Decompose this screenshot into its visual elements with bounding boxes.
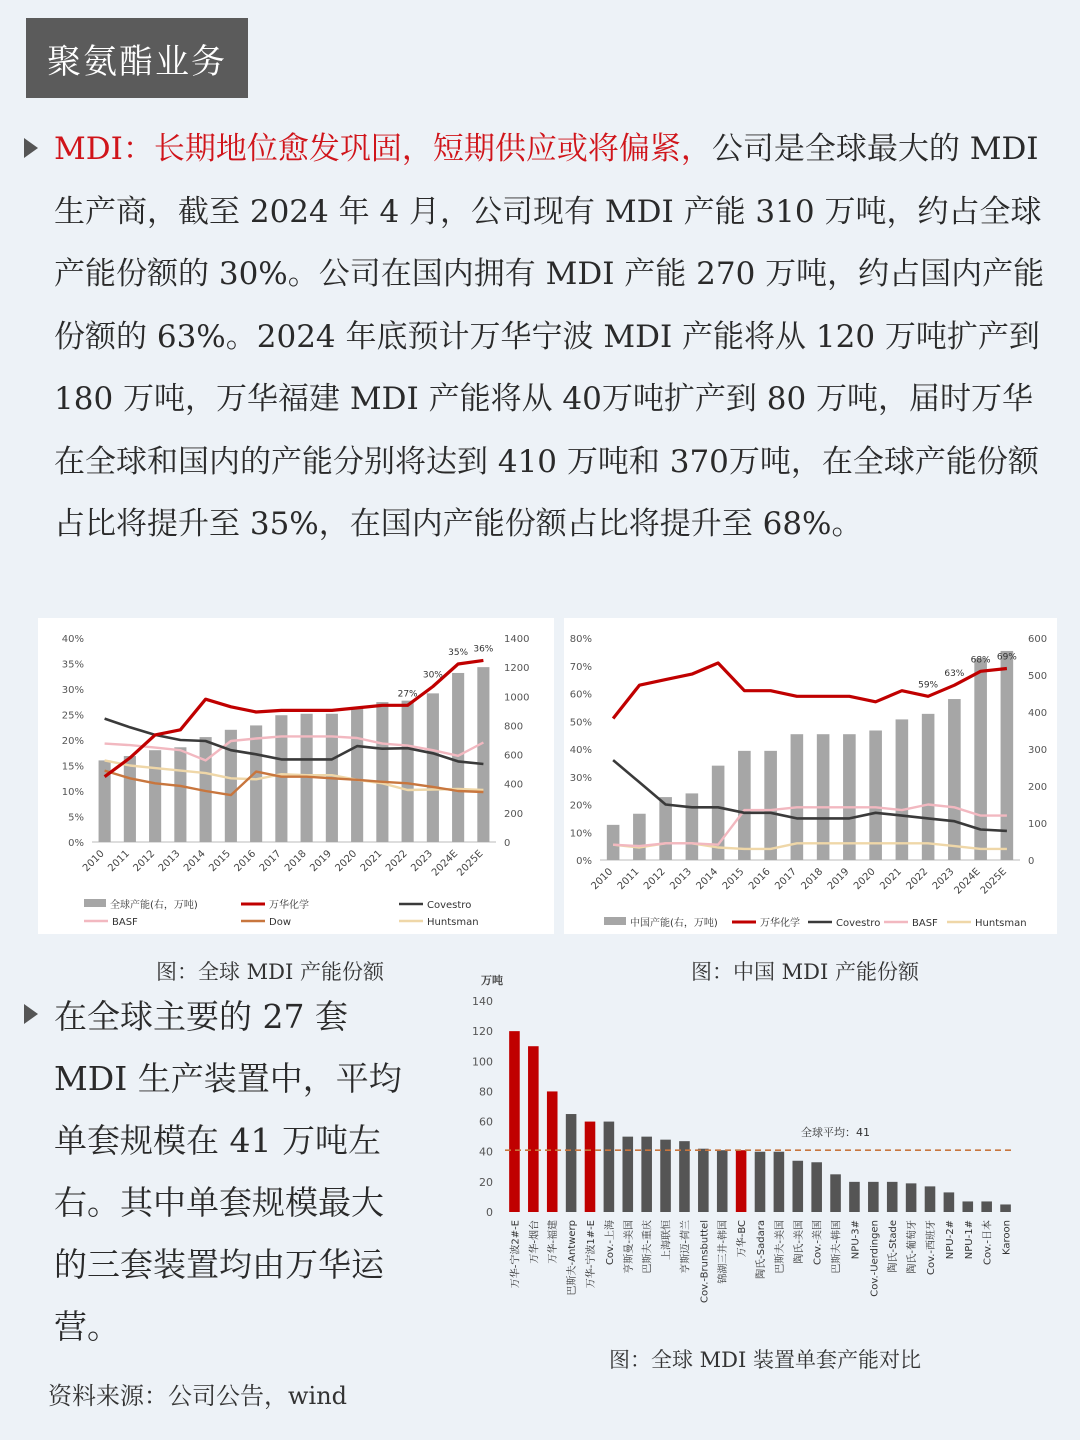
y-right-tick-label: 1200: [504, 663, 530, 675]
capacity-bar: [869, 731, 882, 861]
x-tick-label: 2012: [641, 866, 668, 893]
x-tick-label: 亨斯迈-荷兰: [680, 1220, 692, 1274]
x-tick-label: 2010: [589, 866, 616, 893]
plant-bar: [566, 1114, 577, 1212]
x-tick-label: 巴斯夫-韩国: [831, 1220, 843, 1274]
capacity-bar: [633, 814, 646, 860]
capacity-bar: [351, 708, 363, 842]
legend-label: Huntsman: [427, 917, 479, 928]
paragraph-highlight: MDI：长期地位愈发巩固，短期供应或将偏紧，: [54, 131, 712, 167]
x-tick-label: 2013: [668, 866, 694, 893]
y-tick-label: 60: [479, 1115, 493, 1129]
plant-bar: [679, 1141, 690, 1212]
legend-label: Dow: [269, 917, 291, 928]
data-label: 27%: [397, 689, 418, 700]
x-tick-label: 2020: [851, 866, 878, 893]
capacity-bar: [922, 714, 935, 860]
x-tick-label: 2024E: [952, 866, 983, 897]
x-tick-label: 陶氏-葡萄牙: [907, 1220, 919, 1274]
capacity-bar: [607, 825, 620, 860]
y-left-tick-label: 50%: [569, 717, 592, 729]
y-right-tick-label: 400: [1028, 708, 1048, 719]
x-tick-label: 2018: [799, 866, 826, 893]
y-right-tick-label: 200: [504, 808, 524, 820]
y-right-tick-label: 200: [1028, 782, 1048, 793]
plant-bar: [509, 1031, 520, 1212]
data-label: 69%: [996, 652, 1017, 663]
plant-bar: [830, 1174, 841, 1212]
x-tick-label: 2022: [904, 866, 931, 893]
capacity-bar: [149, 750, 161, 842]
y-right-tick-label: 0: [504, 838, 511, 849]
x-tick-label: 2011: [615, 866, 642, 893]
x-tick-label: 巴斯夫-Antwerp: [567, 1220, 579, 1296]
x-tick-label: 2017: [773, 866, 799, 893]
plant-bar: [585, 1122, 596, 1212]
y-left-tick-label: 15%: [61, 761, 84, 773]
x-tick-label: 锦湖三井-韩国: [718, 1220, 730, 1284]
series-line-covestro: [105, 719, 484, 764]
y-right-tick-label: 0: [1028, 856, 1035, 867]
plant-bar: [792, 1161, 803, 1212]
plant-bar: [736, 1150, 747, 1212]
x-tick-label: Cov.-西班牙: [926, 1220, 937, 1276]
x-tick-label: 2014: [181, 848, 208, 875]
legend-swatch-bar: [84, 899, 106, 907]
bullet-triangle-icon: [24, 138, 38, 158]
y-left-tick-label: 40%: [569, 745, 592, 756]
y-right-tick-label: 600: [504, 750, 524, 762]
capacity-bar: [250, 725, 262, 842]
plant-bar: [906, 1183, 917, 1212]
plant-bar: [849, 1182, 860, 1212]
chart-china-share-panel: [564, 618, 1057, 934]
caption-global-share: 图：全球 MDI 产能份额: [156, 960, 384, 984]
x-tick-label: Cov.-Uerdingen: [869, 1220, 881, 1297]
plant-bar: [868, 1182, 879, 1212]
x-tick-label: Cov.-日本: [982, 1220, 994, 1266]
y-left-tick-label: 5%: [68, 812, 84, 824]
y-right-tick-label: 800: [504, 721, 524, 733]
x-tick-label: 亨斯曼-美国: [623, 1220, 635, 1274]
plant-bar: [925, 1186, 936, 1212]
series-line-basf: [613, 805, 1007, 847]
capacity-bar: [174, 747, 186, 842]
y-right-tick-label: 1400: [504, 634, 530, 645]
capacity-bar: [843, 734, 856, 860]
legend-label: BASF: [112, 917, 138, 928]
legend-label: 全球产能(右，万吨): [110, 900, 198, 911]
x-tick-label: 巴斯夫-重庆: [642, 1220, 654, 1274]
legend-label: 万华化学: [269, 900, 309, 911]
paragraph-body: 公司是全球最大的 MDI 生产商，截至 2024 年 4 月，公司现有 MDI 产能 310 万吨，约占全球产能份额的 30%。公司在国内拥有 MDI 产能 270 万吨，约占国内产能份额的 63%。2024 年底预计万华宁波 MDI 产能将从 120 万吨扩产到 180 万吨，万华福建 MDI 产能将从 40万吨扩产到 80 万吨，届时万华在全球和国内的产能分别将达到 410 万吨和 370万吨，在全球产能份额占比将提升至 35%，在国内产能份额占比将提升至 68%。: [54, 131, 1045, 542]
plant-bar: [755, 1152, 766, 1212]
plant-bar: [641, 1137, 652, 1212]
x-tick-label: 2013: [156, 848, 183, 875]
caption-plant-capacity: 图：全球 MDI 装置单套产能对比: [609, 1348, 921, 1372]
x-tick-label: 2023: [930, 866, 957, 893]
x-tick-label: 2011: [106, 848, 132, 875]
plant-bar: [717, 1150, 728, 1212]
plant-bar: [528, 1046, 539, 1212]
capacity-bar: [124, 756, 136, 842]
chart-global-share: [38, 618, 554, 934]
y-tick-label: 0: [486, 1206, 493, 1219]
plant-bar: [1000, 1204, 1011, 1212]
y-left-tick-label: 60%: [569, 689, 592, 701]
average-label: 全球平均：41: [801, 1126, 870, 1140]
y-right-tick-label: 300: [1028, 745, 1048, 756]
x-tick-label: 2021: [878, 866, 904, 893]
y-left-tick-label: 0%: [68, 838, 84, 849]
y-tick-label: 120: [472, 1025, 493, 1039]
y-left-tick-label: 20%: [569, 800, 592, 812]
data-label: 35%: [448, 648, 469, 659]
x-tick-label: 2025E: [978, 866, 1009, 897]
x-tick-label: 2020: [333, 848, 360, 875]
x-tick-label: 万华-宁波1#-E: [586, 1220, 597, 1289]
x-tick-label: 陶氏-Stade: [888, 1220, 900, 1273]
y-left-tick-label: 30%: [569, 772, 592, 784]
plant-bar: [622, 1137, 633, 1212]
x-tick-label: 万华-宁波2#-E: [510, 1220, 522, 1289]
y-left-tick-label: 80%: [569, 634, 592, 645]
x-tick-label: 2016: [232, 848, 259, 875]
plant-bar: [698, 1149, 709, 1212]
capacity-bar: [686, 793, 699, 860]
capacity-bar: [738, 751, 751, 860]
x-tick-label: 万华-BC: [737, 1220, 749, 1258]
x-tick-label: 2025E: [455, 848, 486, 879]
y-right-tick-label: 500: [1028, 671, 1048, 682]
y-tick-label: 40: [479, 1145, 493, 1159]
y-left-tick-label: 10%: [61, 787, 84, 798]
capacity-bar: [659, 797, 672, 860]
x-tick-label: 2017: [257, 848, 284, 875]
data-label: 36%: [473, 644, 494, 655]
capacity-bar: [477, 667, 489, 842]
y-left-tick-label: 35%: [61, 659, 84, 671]
plant-bar: [944, 1192, 955, 1212]
x-tick-label: 陶氏-美国: [793, 1220, 805, 1264]
x-tick-label: 上海联恒: [661, 1220, 673, 1260]
capacity-bar: [948, 699, 961, 860]
x-tick-label: 2019: [825, 866, 852, 893]
x-tick-label: 2019: [308, 848, 334, 875]
x-tick-label: NPU-2#: [944, 1220, 956, 1260]
source-note: 资料来源：公司公告，wind: [48, 1382, 348, 1410]
capacity-bar: [1001, 651, 1014, 860]
y-tick-label: 80: [479, 1085, 493, 1099]
y-left-tick-label: 40%: [61, 634, 84, 645]
plant-bar: [604, 1122, 615, 1212]
y-left-tick-label: 0%: [576, 856, 592, 867]
y-left-tick-label: 70%: [569, 661, 592, 673]
x-tick-label: 2018: [282, 848, 309, 875]
caption-china-share: 图：中国 MDI 产能份额: [691, 960, 919, 984]
data-label: 59%: [918, 680, 939, 691]
data-label: 30%: [422, 670, 443, 681]
chart-global-share-panel: [38, 618, 554, 934]
plant-bar: [774, 1152, 785, 1212]
y-right-tick-label: 600: [1028, 634, 1048, 645]
series-line-basf: [105, 736, 484, 760]
x-tick-label: Cov.-美国: [812, 1220, 824, 1266]
x-tick-label: 2022: [383, 848, 410, 875]
x-tick-label: 万华-福建: [548, 1220, 560, 1264]
x-tick-label: NPU-1#: [963, 1220, 975, 1260]
x-tick-label: 2023: [409, 848, 435, 875]
y-left-tick-label: 25%: [61, 710, 84, 722]
plant-bar: [887, 1182, 898, 1212]
y-axis-unit: 万吨: [481, 974, 503, 987]
capacity-bar: [376, 702, 388, 842]
y-right-tick-label: 400: [504, 779, 524, 791]
legend-label: Covestro: [836, 918, 881, 929]
capacity-bar: [225, 730, 237, 842]
y-left-tick-label: 10%: [569, 828, 592, 840]
legend-label: Huntsman: [975, 918, 1027, 929]
y-tick-label: 140: [472, 995, 493, 1008]
plant-bar: [981, 1201, 992, 1212]
data-label: 63%: [944, 669, 965, 680]
x-tick-label: 2012: [131, 848, 158, 875]
capacity-bar: [275, 715, 287, 842]
capacity-bar: [817, 734, 830, 860]
x-tick-label: 2021: [358, 848, 385, 875]
legend-label: 万华化学: [760, 918, 800, 929]
x-tick-label: 万华-烟台: [529, 1220, 541, 1264]
legend-label: 中国产能(右，万吨): [630, 918, 718, 929]
legend-label: Covestro: [427, 900, 472, 911]
x-tick-label: Cov.-Brunsbuttel: [699, 1220, 711, 1303]
x-tick-label: Cov.-上海: [604, 1220, 616, 1266]
x-tick-label: 2015: [720, 866, 747, 893]
y-right-tick-label: 1000: [504, 692, 530, 704]
data-label: 68%: [970, 655, 991, 666]
x-tick-label: Karoon: [1001, 1220, 1013, 1255]
x-tick-label: 2014: [694, 866, 721, 893]
chart-china-share: [564, 618, 1057, 934]
plant-bar: [962, 1201, 973, 1212]
y-tick-label: 20: [479, 1175, 493, 1189]
capacity-bar: [427, 693, 439, 842]
chart-plant-capacity: [455, 970, 1035, 1315]
series-line-covestro: [613, 760, 1007, 831]
legend-swatch-bar: [604, 917, 626, 925]
capacity-bar: [896, 719, 909, 860]
bullet-triangle-icon: [24, 1004, 38, 1024]
y-left-tick-label: 30%: [61, 685, 84, 696]
x-tick-label: 陶氏-Sadara: [756, 1220, 767, 1279]
paragraph-plants: 在全球主要的 27 套 MDI 生产装置中，平均单套规模在 41 万吨左右。其中单套规模最大的三套装置均由万华运营。: [54, 997, 402, 1346]
x-tick-label: 2010: [80, 848, 107, 875]
y-left-tick-label: 20%: [61, 736, 84, 747]
x-tick-label: 2015: [207, 848, 233, 875]
plant-bar: [547, 1091, 558, 1212]
capacity-bar: [791, 734, 804, 860]
x-tick-label: 巴斯夫-美国: [774, 1220, 786, 1274]
capacity-bar: [452, 673, 464, 842]
capacity-bar: [764, 751, 777, 860]
legend-label: BASF: [912, 918, 938, 929]
paragraph-mdi: [54, 118, 1059, 556]
y-tick-label: 100: [472, 1055, 493, 1069]
x-tick-label: 2024E: [429, 848, 461, 879]
x-tick-label: NPU-3#: [850, 1220, 862, 1260]
x-tick-label: 2016: [746, 866, 773, 893]
plant-bar: [811, 1162, 822, 1212]
section-title: 聚氨酯业务: [26, 18, 248, 98]
capacity-bar: [402, 701, 414, 842]
y-right-tick-label: 100: [1028, 819, 1048, 830]
